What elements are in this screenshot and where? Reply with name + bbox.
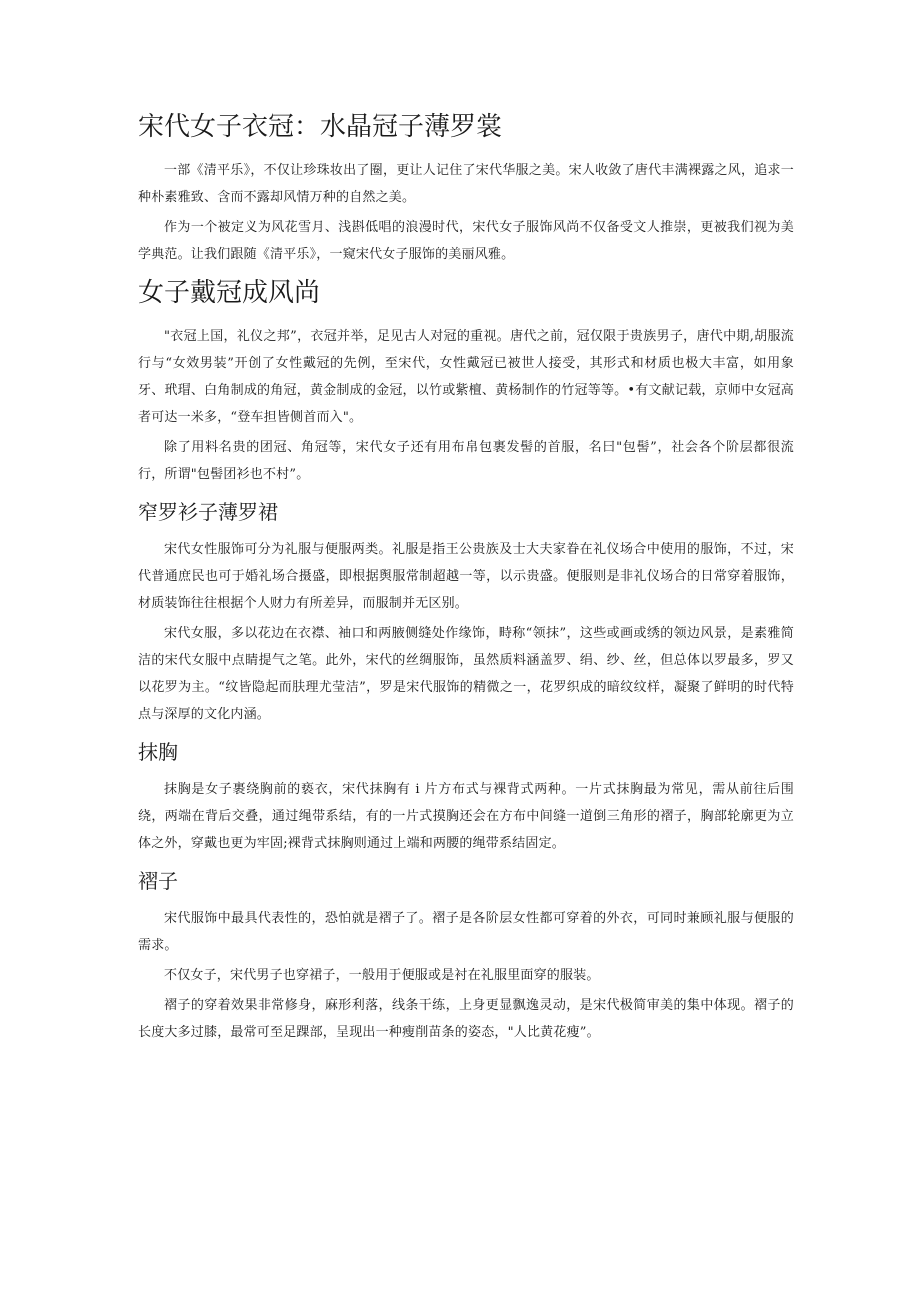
body-paragraph: "衣冠上国，礼仪之邦”，衣冠并举，足见古人对冠的重视。唐代之前，冠仅限于贵族男子，唐代中期,胡服流行与“女效男装”开创了女性戴冠的先例，至宋代，女性戴冠已被世人接受，其形式和材质也极大丰富，如用象牙、玳瑁、白角制成的角冠，黄金制成的金冠，以竹或紫檀、黄杨制作的竹冠等等。•有文献记载，京师中女冠高者可达一米多，“登车担皆侧首而入"。: [138, 329, 794, 426]
section-heading-mochest: 抹胸: [138, 740, 178, 765]
body-paragraph: 不仅女子，宋代男子也穿裙子，一般用于便服或是衬在礼服里面穿的服装。: [164, 968, 600, 984]
intro-paragraph: 作为一个被定义为风花雪月、浅斟低唱的浪漫时代，宋代女子服饰风尚不仅备受文人推崇，更被我们视为美学典范。让我们跟随《清平乐》，一窥宋代女子服饰的美丽风雅。: [138, 220, 794, 263]
document-page: [138, 112, 794, 1049]
body-paragraph: 宋代女服，多以花边在衣襟、袖口和两腋侧缝处作缘饰，畤称“领抹”，这些或画或绣的领边风景，是素雅简洁的宋代女服中点睛提气之笔。此外，宋代的丝绸服饰，虽然质料涵盖罗、绢、纱、丝，但总体以罗最多，罗又以花罗为主。“纹皆隐起而肤理尤莹洁”，罗是宋代服饰的精微之一，花罗织成的暗纹纹样，凝聚了鲜明的时代特点与深厚的文化内涵。: [138, 626, 794, 723]
intro-paragraph: 一部《清平乐》，不仅让珍珠妆出了圈，更让人记住了宋代华服之美。宋人收敛了唐代丰满裸露之风，追求一种朴素雅致、含而不露却风情万种的自然之美。: [138, 163, 794, 206]
section-heading-beizi: 褶子: [138, 869, 178, 894]
document-title: 宋代女子衣冠：水晶冠子薄罗裳: [138, 112, 503, 142]
body-paragraph: 褶子的穿着效果非常修身，麻形利落，线条干练，上身更显飘逸灵动，是宋代极简审美的集中体现。褶子的长度大多过膝，最常可至足踝部，呈现出一种瘦削苗条的姿态，"人比黄花瘦”。: [138, 998, 794, 1041]
body-paragraph: 宋代服饰中最具代表性的，恐怕就是褶子了。褶子是各阶层女性都可穿着的外衣，可同时兼顾礼服与便服的需求。: [138, 911, 794, 954]
body-paragraph: 抹胸是女子裹绕胸前的亵衣，宋代抹胸有 i 片方布式与裸背式两种。一片式抹胸最为常见，需从前往后围绕，两端在背后交叠，通过绳带系结，有的一片式摸胸还会在方布中间缝一道倒三角形的褶子，胸部轮廓更为立体之外，穿戴也更为牢固;裸背式抹胸则通过上端和两腰的绳带系结固定。: [138, 782, 794, 852]
section-heading-crowns: 女子戴冠成风尚: [138, 278, 321, 309]
body-paragraph: 宋代女性服饰可分为礼服与便服两类。礼服是指王公贵族及士大夫家眷在礼仪场合中使用的服饰，不过，宋代普通庶民也可于婚礼场合摄盛，即根据舆服常制超越一等，以示贵盛。便服则是非礼仪场合的日常穿着服饰，材质装饰往往根据个人财力有所差异，而服制并无区别。: [138, 542, 794, 612]
body-paragraph: 除了用料名贵的团冠、角冠等，宋代女子还有用布帛包裹发髻的首服，名曰"包髻”，社会各个阶层都很流行，所谓"包髻团衫也不村”。: [138, 440, 794, 483]
section-heading-garments: 窄罗衫子薄罗裙: [138, 500, 278, 525]
